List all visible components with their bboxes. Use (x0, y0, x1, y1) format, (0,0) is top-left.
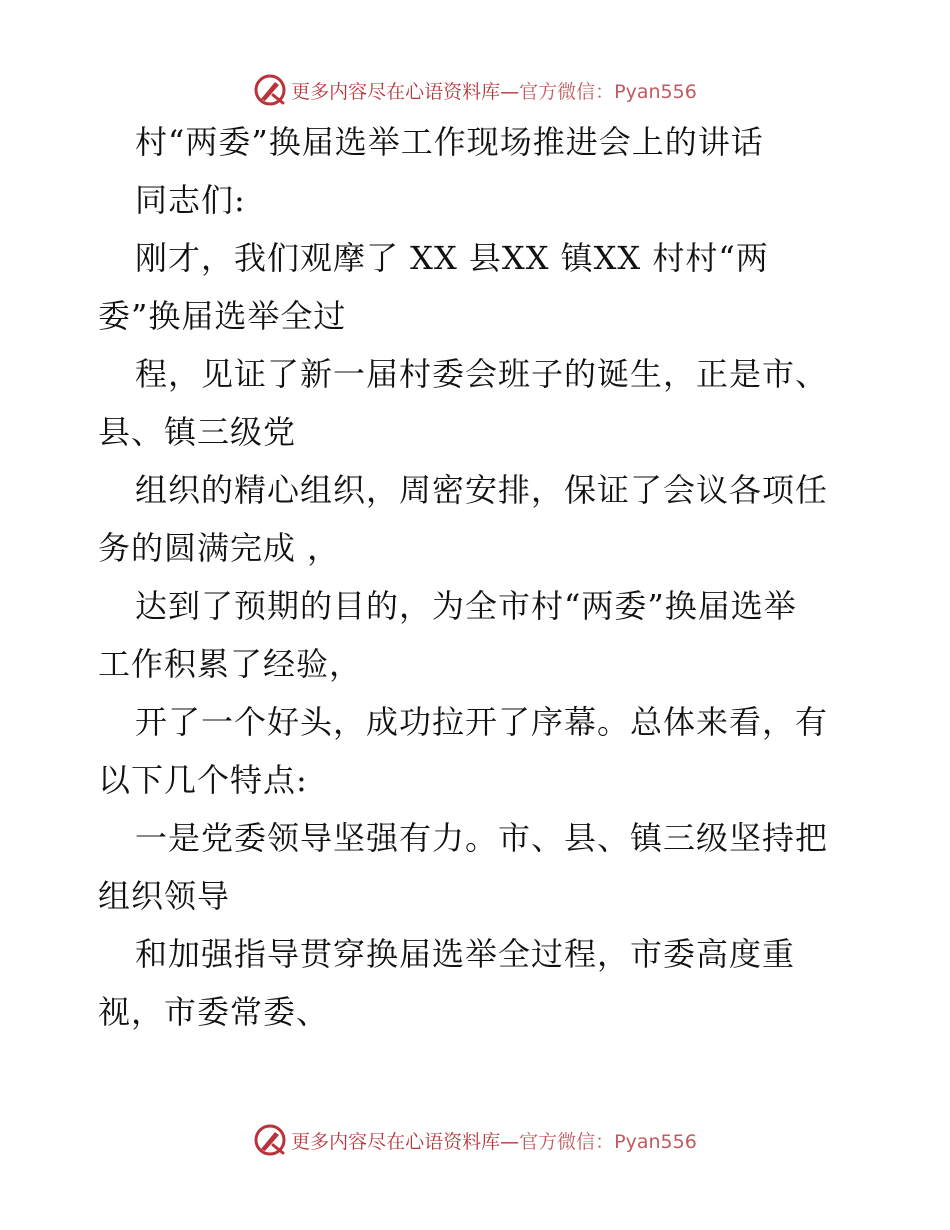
paragraph-line: 达到了预期的目的，为全市村“两委”换届选举 (135, 587, 797, 625)
header-banner-wechat: 官方微信：Pyan556 (519, 80, 697, 103)
paragraph-line: 工作积累了经验， (98, 645, 363, 683)
document-title: 村“两委”换届选举工作现场推进会上的讲话 (135, 123, 764, 161)
footer-banner-title: 更多内容尽在心语资料库 (291, 1130, 501, 1153)
paragraph-line: 开了一个好头，成功拉开了序幕。总体来看，有 (135, 703, 829, 741)
paragraph-line: 刚才，我们观摩了 XX 县XX 镇XX 村村“两 (135, 239, 769, 277)
header-banner-text (291, 77, 697, 104)
paragraph-line: 一是党委领导坚强有力。市、县、镇三级坚持把 (135, 819, 829, 857)
paragraph-line: 委”换届选举全过 (98, 297, 347, 335)
paragraph-line: 程，见证了新一届村委会班子的诞生，正是市、 (135, 355, 829, 393)
footer-banner (0, 1120, 950, 1160)
paragraph-line: 组织的精心组织，周密安排，保证了会议各项任 (135, 471, 829, 509)
paragraph-line: 和加强指导贯穿换届选举全过程，市委高度重 (135, 935, 796, 973)
footer-banner-dash: — (500, 1130, 520, 1153)
footer-banner-text (291, 1127, 697, 1154)
header-banner-dash: — (500, 80, 520, 103)
header-banner (0, 70, 950, 110)
paragraph-line: 务的圆满完成 ， (98, 529, 341, 567)
paragraph-line: 县、镇三级党 (98, 413, 297, 451)
paragraph-line: 组织领导 (98, 877, 231, 915)
salutation: 同志们: (135, 181, 246, 219)
header-banner-title: 更多内容尽在心语资料库 (291, 80, 501, 103)
footer-banner-wechat: 官方微信：Pyan556 (519, 1130, 697, 1153)
paragraph-line: 以下几个特点: (98, 761, 308, 799)
quill-pen-logo-icon (253, 73, 287, 107)
quill-pen-logo-icon (253, 1123, 287, 1157)
paragraph-line: 视，市委常委、 (98, 993, 330, 1031)
